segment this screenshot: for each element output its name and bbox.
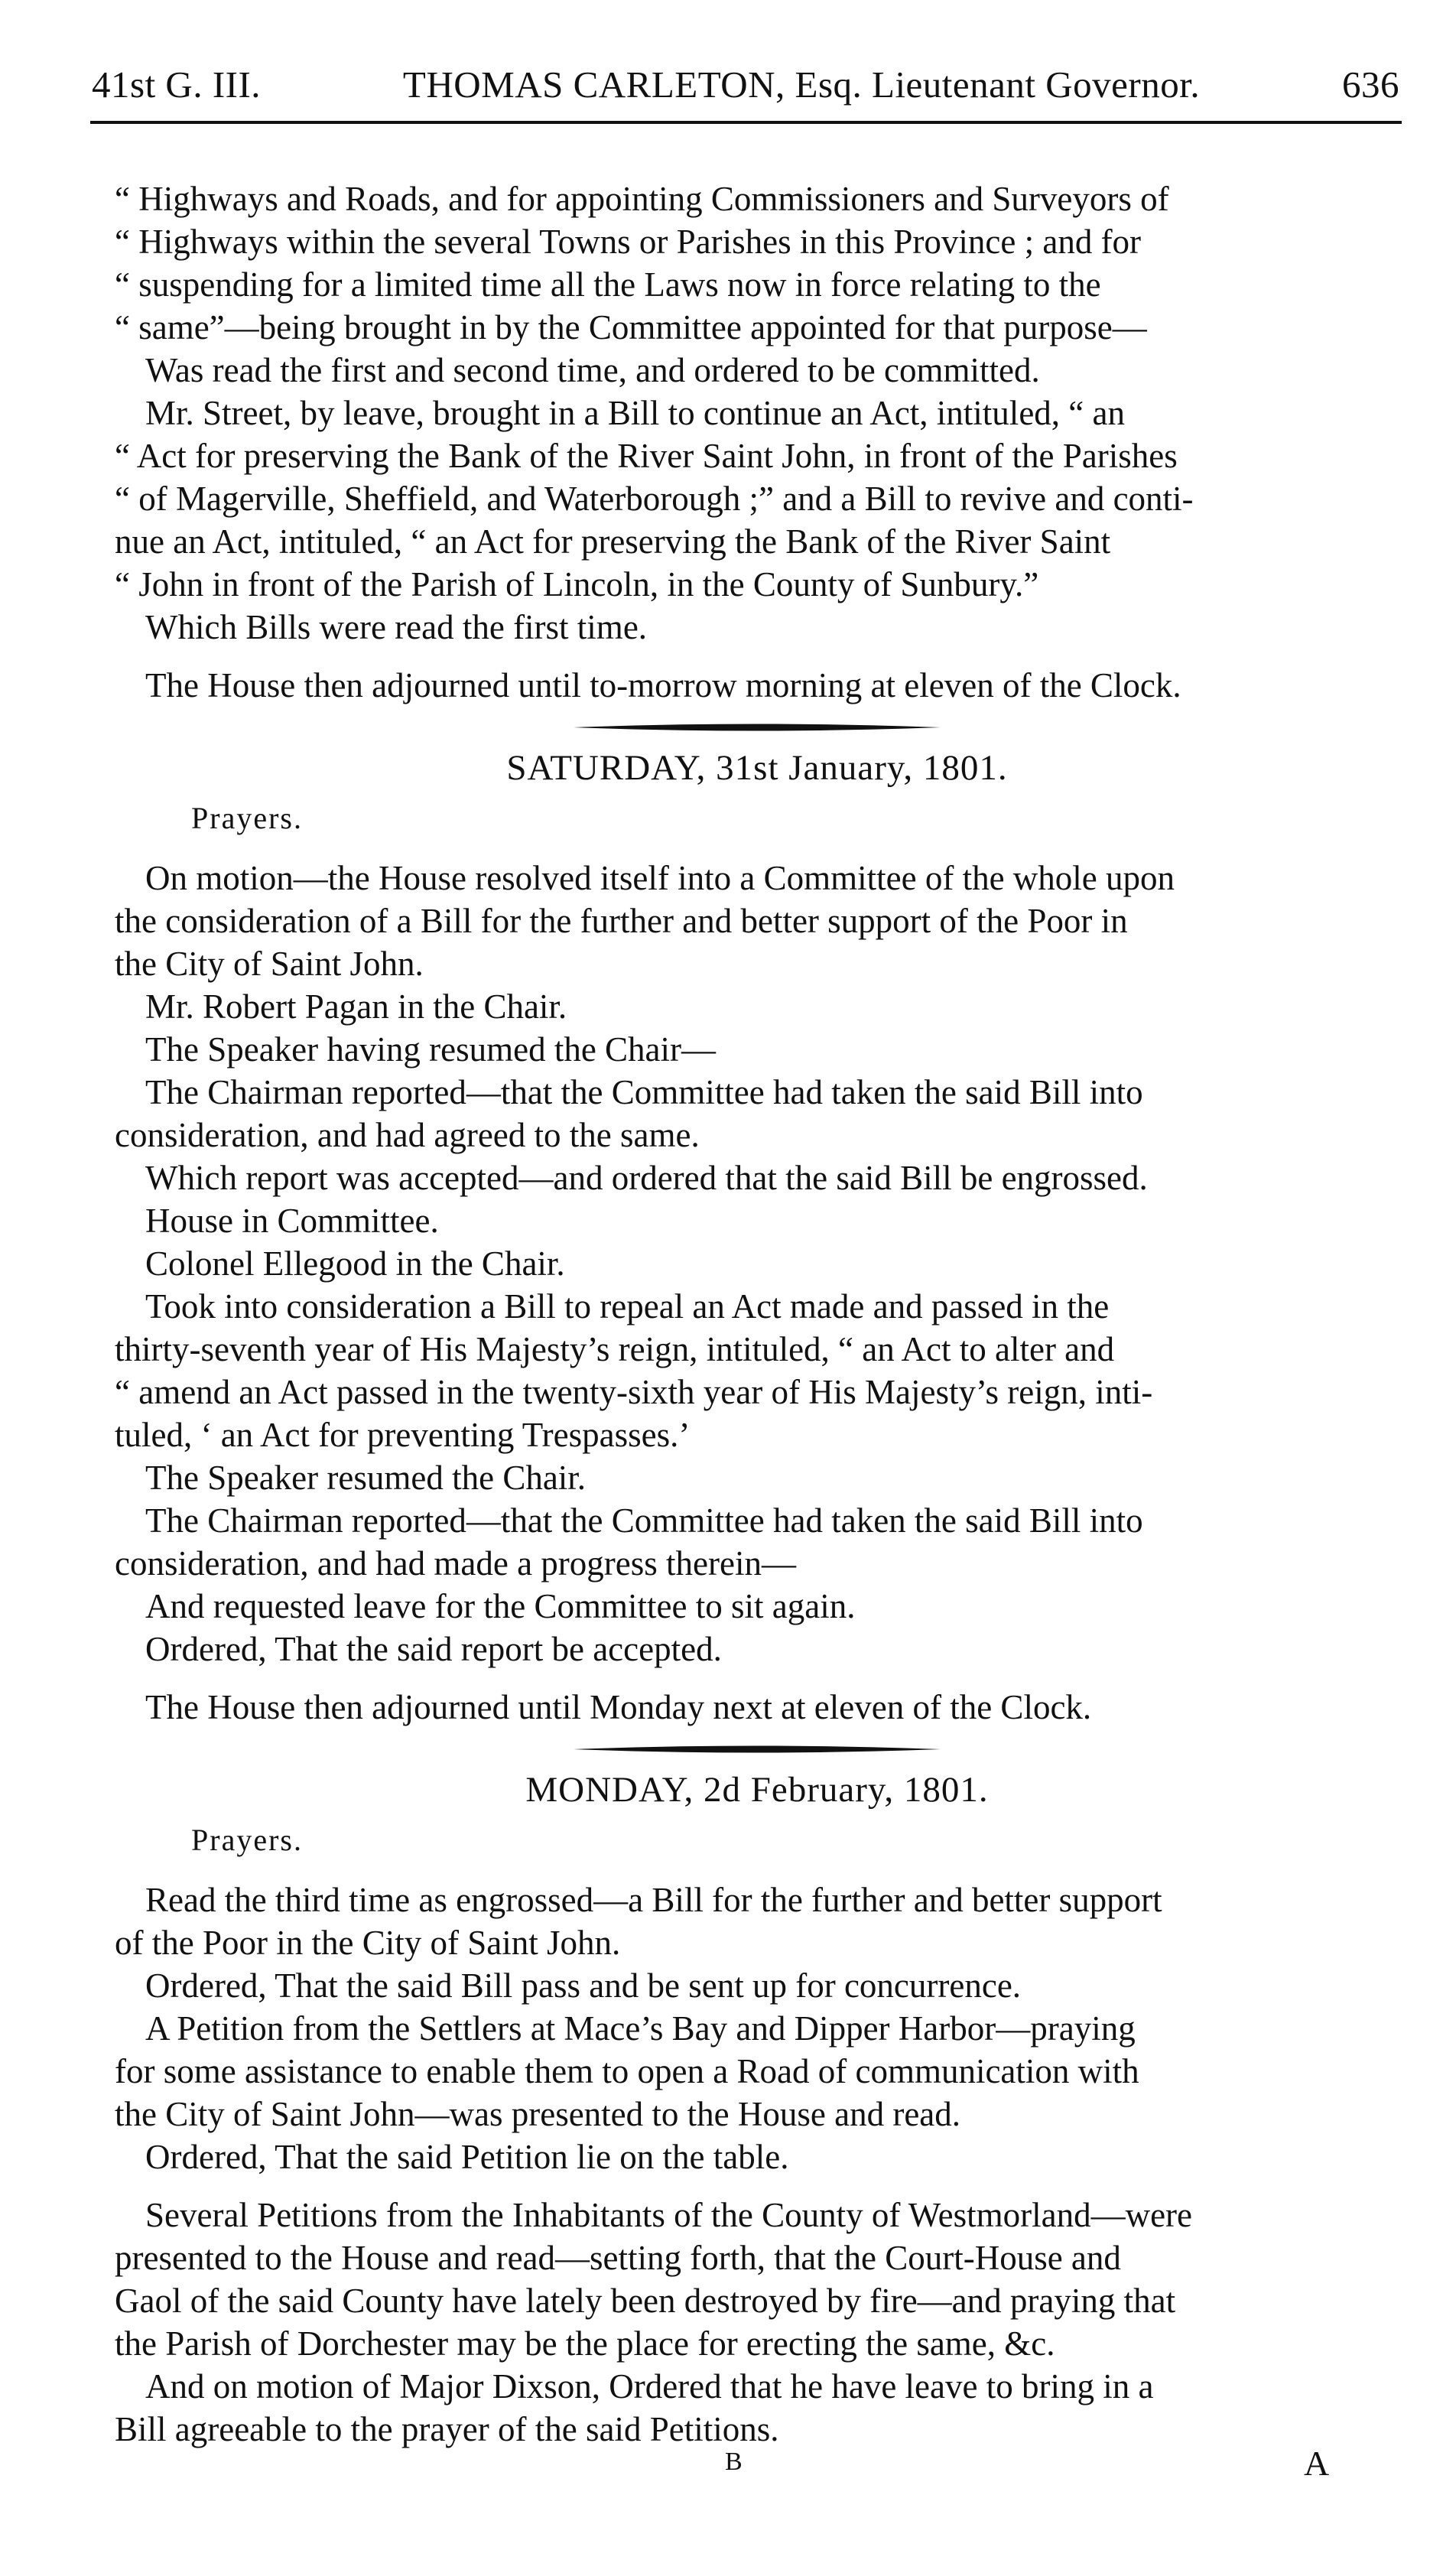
text-line: the Parish of Dorchester may be the place for erecting the same, &c. xyxy=(115,2324,1055,2363)
text-line: Mr. Robert Pagan in the Chair. xyxy=(145,987,567,1026)
text-line: Colonel Ellegood in the Chair. xyxy=(145,1244,565,1283)
text-line: Was read the first and second time, and ordered to be committed. xyxy=(145,351,1040,389)
text-line: And requested leave for the Committee to sit again. xyxy=(145,1587,856,1625)
text-line: And on motion of Major Dixson, Ordered that he have leave to bring in a xyxy=(145,2367,1154,2405)
text-line: “ Act for preserving the Bank of the River Saint John, in front of the Parishes xyxy=(115,437,1178,475)
text-line: the City of Saint John—was presented to the House and read. xyxy=(115,2095,961,2133)
text-line: The Speaker having resumed the Chair— xyxy=(145,1030,717,1069)
text-line: Gaol of the said County have lately been destroyed by fire—and praying that xyxy=(115,2282,1176,2320)
text-line: presented to the House and read—setting forth, that the Court-House and xyxy=(115,2239,1121,2277)
text-line: Read the third time as engrossed—a Bill for the further and better support xyxy=(145,1881,1162,1919)
text-line: Ordered, That the said Bill pass and be sent up for concurrence. xyxy=(145,1966,1022,2005)
text-line: “ suspending for a limited time all the Laws now in force relating to the xyxy=(115,265,1101,304)
text-line: thirty-seventh year of His Majesty’s reign, intituled, “ an Act to alter and xyxy=(115,1330,1115,1368)
text-line: The House then adjourned until to-morrow morning at eleven of the Clock. xyxy=(145,666,1181,704)
text-line: the consideration of a Bill for the further and better support of the Poor in xyxy=(115,902,1128,940)
signature-mark-a: A xyxy=(1304,2444,1330,2483)
text-line: tuled, ‘ an Act for preventing Trespasses.’ xyxy=(115,1416,691,1454)
text-line: On motion—the House resolved itself into a Committee of the whole upon xyxy=(145,859,1175,897)
text-line: House in Committee. xyxy=(145,1202,439,1240)
text-line: The Speaker resumed the Chair. xyxy=(145,1459,587,1497)
signature-mark-b: B xyxy=(725,2448,744,2476)
text-line: A Petition from the Settlers at Mace’s Bay and Dipper Harbor—praying xyxy=(145,2009,1136,2048)
day-heading: MONDAY, 2d February, 1801. xyxy=(525,1770,989,1810)
text-line: Mr. Street, by leave, brought in a Bill to continue an Act, intituled, “ an xyxy=(145,394,1125,432)
text-line: “ amend an Act passed in the twenty-sixth year of His Majesty’s reign, inti- xyxy=(115,1373,1153,1411)
prayers-label: Prayers. xyxy=(191,1823,303,1857)
text-line: The Chairman reported—that the Committee had taken the said Bill into xyxy=(145,1501,1143,1540)
text-line: Ordered, That the said Petition lie on the table. xyxy=(145,2138,789,2176)
text-line: the City of Saint John. xyxy=(115,945,424,983)
text-line: Took into consideration a Bill to repeal an Act made and passed in the xyxy=(145,1287,1110,1326)
text-line: consideration, and had made a progress therein— xyxy=(115,1544,796,1583)
text-line: of the Poor in the City of Saint John. xyxy=(115,1924,621,1962)
text-line: Ordered, That the said report be accepted. xyxy=(145,1630,722,1668)
text-line: Several Petitions from the Inhabitants of the County of Westmorland—were xyxy=(145,2196,1193,2234)
text-line: for some assistance to enable them to open a Road of communication with xyxy=(115,2052,1139,2090)
prayers-label: Prayers. xyxy=(191,801,303,835)
header-title: THOMAS CARLETON, Esq. Lieutenant Governor. xyxy=(402,63,1201,106)
text-line: Bill agreeable to the prayer of the said Petitions. xyxy=(115,2410,779,2448)
text-line: “ Highways within the several Towns or Parishes in this Province ; and for xyxy=(115,223,1142,261)
text-line: Which Bills were read the first time. xyxy=(145,608,648,646)
header-rule xyxy=(90,121,1402,124)
text-line: nue an Act, intituled, “ an Act for preserving the Bank of the River Saint xyxy=(115,522,1111,561)
text-line: “ of Magerville, Sheffield, and Waterborough ;” and a Bill to revive and conti- xyxy=(115,480,1194,518)
text-line: “ same”—being brought in by the Committee appointed for that purpose— xyxy=(115,308,1147,346)
section-divider xyxy=(574,1744,941,1755)
page-footer xyxy=(0,2444,1456,2493)
text-line: “ Highways and Roads, and for appointing Commissioners and Surveyors of xyxy=(115,180,1169,218)
section-divider xyxy=(574,722,941,733)
text-line: The Chairman reported—that the Committee had taken the said Bill into xyxy=(145,1073,1143,1111)
header-session: 41st G. III. xyxy=(92,63,262,106)
text-line: “ John in front of the Parish of Lincoln, in the County of Sunbury.” xyxy=(115,565,1039,603)
day-heading: SATURDAY, 31st January, 1801. xyxy=(506,748,1008,788)
page-number: 636 xyxy=(1342,63,1399,106)
text-line: consideration, and had agreed to the same. xyxy=(115,1116,700,1154)
running-header xyxy=(92,63,1399,106)
journal-text xyxy=(115,177,1399,2451)
text-line: Which report was accepted—and ordered that the said Bill be engrossed. xyxy=(145,1159,1148,1197)
text-line: The House then adjourned until Monday next at eleven of the Clock. xyxy=(145,1688,1092,1726)
